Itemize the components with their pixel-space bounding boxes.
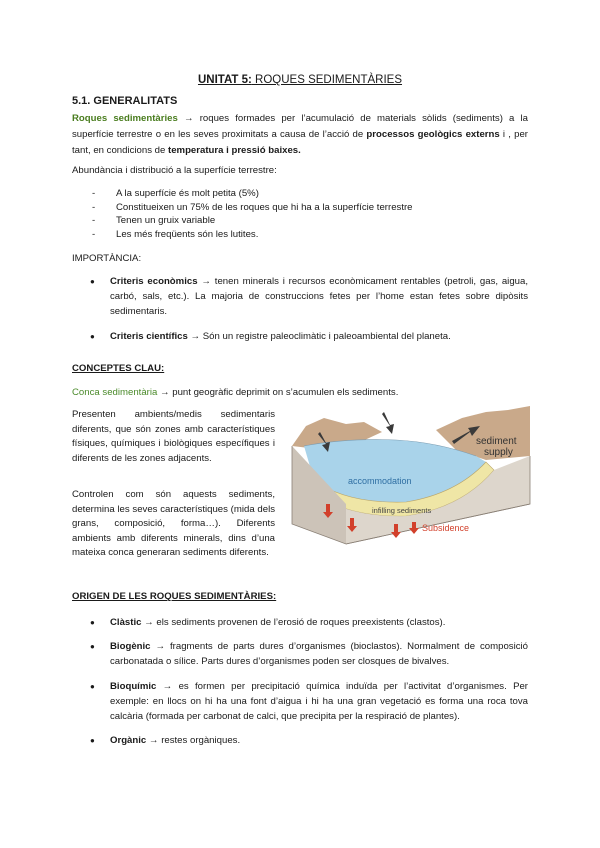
label-subsidence: Subsidence xyxy=(422,523,470,533)
conca-definition xyxy=(72,385,528,401)
abundancia-label: Abundància i distribució a la superfície terrestre: xyxy=(72,165,277,176)
abundancia-list xyxy=(92,187,413,241)
bullet-text: → fragments de parts dures d’organismes (bioclastos). Normalment de composició carbonatada o sílice. Parts dures d’organismes poden ser closques de bivalves. xyxy=(110,641,528,668)
section-heading-conceptes: CONCEPTES CLAU: xyxy=(72,363,165,374)
list-item xyxy=(90,329,528,344)
conca-paragraph-1: Presenten ambients/medis sedimentaris diferents, que són zones amb característiques físiques, químiques i biològiques específiques i diferents de les zones adjacents. xyxy=(72,409,275,464)
supply-arrow-2 xyxy=(382,412,394,434)
bullet-text: → els sediments provenen de l’erosió de roques preexistents (clastos). xyxy=(141,617,446,628)
label-infilling: infilling sediments xyxy=(372,506,432,515)
section-heading-generalitats: 5.1. GENERALITATS xyxy=(72,95,178,107)
bullet-bold: Criteris econòmics xyxy=(110,276,198,287)
importancia-list xyxy=(90,274,528,344)
bullet-text: → tenen minerals i recursos econòmicament rentables (petroli, gas, aigua, carbó, sals, etc.). La majoria de construccions fetes per l’home estan fetes sobre dipòsits sedimentaris. xyxy=(110,276,528,318)
bullet-bold: Clàstic xyxy=(110,617,142,628)
intro-arrow: → xyxy=(177,113,200,124)
list-item xyxy=(90,639,528,669)
bullet-bold: Biogènic xyxy=(110,641,151,653)
page-title xyxy=(0,74,600,86)
intro-bold-2: temperatura i pressió baixes. xyxy=(168,145,301,156)
title-rest: ROQUES SEDIMENTÀRIES xyxy=(251,74,403,86)
bullet-text: → es formen per precipitació química induïda per l’activitat d’organismes. Per exemple: en llocs on hi ha una font d’aigua i hi ha una gran vegetació es forma una roca tova calcària (formada per carbonat de calci, que precipita per la respiració de plantes). xyxy=(110,680,528,723)
conca-paragraph-2: Controlen com són aquests sediments, determina les seves característiques (mida dels grans, composició, forma…). Diferents ambients amb diferents minerals, dins d’una mateixa conca generaran sediments diferents. xyxy=(72,489,275,559)
list-item: - Les més freqüents són les lutites. xyxy=(92,228,413,242)
bullet-bold: Bioquímic xyxy=(110,680,157,692)
conca-text: → punt geogràfic deprimit on s’acumulen els sediments. xyxy=(157,387,399,398)
label-sediment-supply-1: sediment xyxy=(476,436,517,447)
intro-term: Roques sedimentàries xyxy=(72,113,178,124)
bullet-bold: Orgànic xyxy=(110,735,147,747)
sedimentary-basin-diagram xyxy=(286,404,532,550)
importancia-label: IMPORTÀNCIA: xyxy=(72,253,142,264)
intro-text-1: roques formades per l’acumulació de materials sòlids (sediments) a la superfície terrestre o en les seves proximitats a causa de l’acció de xyxy=(72,113,528,140)
label-accommodation: accommodation xyxy=(348,476,412,486)
conca-term: Conca sedimentària xyxy=(72,387,158,398)
intro-paragraph xyxy=(72,111,528,159)
list-item xyxy=(90,274,528,320)
intro-bold-1: processos geològics externs xyxy=(366,129,500,140)
bullet-text: → Són un registre paleoclimàtic i paleoambiental del planeta. xyxy=(187,330,451,342)
list-item xyxy=(90,733,528,748)
intro-text-2: i , per tant, en condicions de xyxy=(72,129,528,156)
bullet-bold: Criteris científics xyxy=(110,330,188,342)
section-heading-origen: ORIGEN DE LES ROQUES SEDIMENTÀRIES: xyxy=(72,591,277,602)
list-item xyxy=(90,615,528,630)
label-sediment-supply-2: supply xyxy=(484,447,513,458)
list-item xyxy=(90,679,528,725)
list-item: - Tenen un gruix variable xyxy=(92,214,413,228)
title-prefix: UNITAT 5: xyxy=(197,74,252,86)
list-item: - Constitueixen un 75% de les roques que hi ha a la superfície terrestre xyxy=(92,201,413,215)
bullet-text: → restes orgàniques. xyxy=(146,735,241,747)
list-item: - A la superfície és molt petita (5%) xyxy=(92,187,413,201)
origen-list xyxy=(90,615,528,748)
